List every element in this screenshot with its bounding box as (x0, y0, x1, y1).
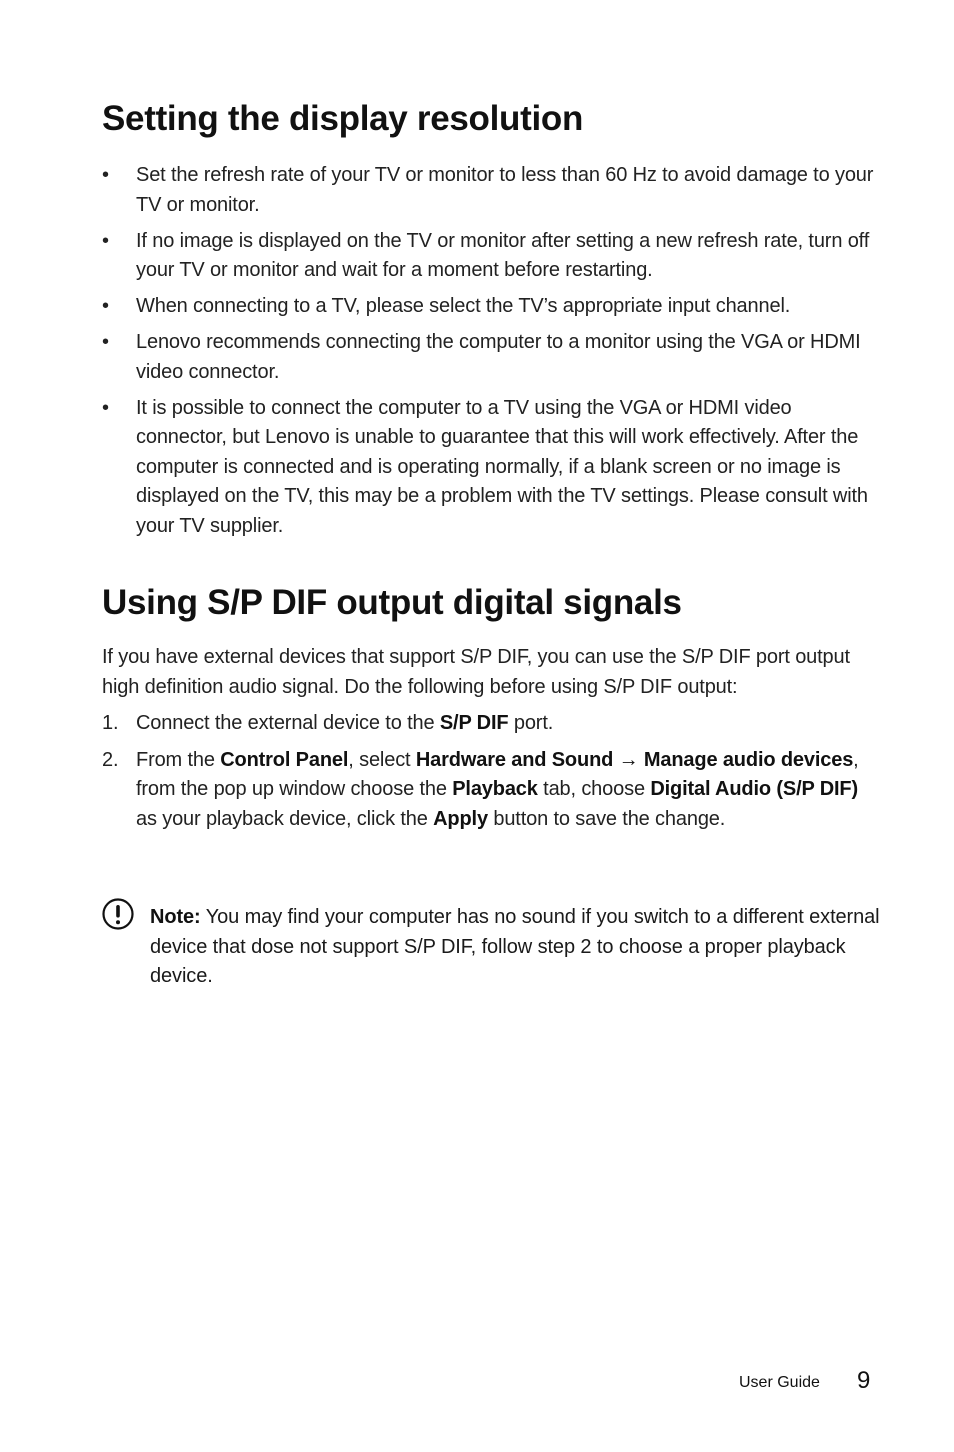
step-bold-term: Digital Audio (S/P DIF) (650, 778, 858, 800)
step-text: Connect the external device to the (136, 712, 440, 734)
bullet-dot: • (102, 396, 109, 419)
page-number: 9 (857, 1367, 871, 1394)
step-text: tab, choose (537, 778, 651, 800)
bullet-item-no-image (102, 227, 877, 286)
section-heading-display-resolution: Setting the display resolution (102, 99, 584, 138)
step-text: button to save the change. (487, 807, 726, 830)
bullet-text: When connecting to a TV, please select the TV’s appropriate input channel. (136, 295, 791, 317)
step-text: From the (136, 748, 221, 771)
step-text: as your playback device, click the (136, 807, 434, 830)
bullet-text: It is possible to connect the computer to a TV using the VGA or HDMI video connector, but Lenovo is unable to guarantee that this will work effectively. After the computer is connected and is operating normally, if a blank screen or no image is displayed on the TV, this may be a problem with the TV settings. Please consult with your TV supplier. (136, 396, 868, 537)
step-bold-term: Apply (433, 807, 488, 830)
step-bold-term: Control Panel (220, 748, 349, 771)
bullet-text: Lenovo recommends connecting the computer to a monitor using the VGA or HDMI video connector. (136, 331, 861, 383)
bullet-item-tv-connection (102, 394, 877, 542)
note-label: Note: (150, 906, 201, 928)
step-number: 2. (102, 748, 119, 771)
step-item-1 (102, 709, 862, 739)
step-text: port. (508, 712, 554, 734)
section-heading-spdif-output: Using S/P DIF output digital signals (102, 583, 682, 622)
page-footer (739, 1367, 879, 1397)
step-number: 1. (102, 712, 119, 734)
bullet-dot: • (102, 164, 109, 186)
footer-doc-title: User Guide (739, 1374, 820, 1391)
bullet-dot: • (102, 331, 109, 353)
spdif-steps-list (102, 709, 862, 841)
note-body: You may find your computer has no sound if you switch to a different external device that dose not support S/P DIF, follow step 2 to choose a proper playback device. (150, 906, 880, 987)
bullet-item-vga-hdmi-recommendation (102, 328, 877, 387)
step-bold-term: S/P DIF (439, 712, 509, 734)
note-callout (102, 898, 882, 987)
step-text: , select (348, 748, 416, 771)
bullet-item-refresh-rate (102, 161, 877, 220)
note-text (150, 903, 885, 992)
bullet-text: If no image is displayed on the TV or monitor after setting a new refresh rate, turn off your TV or monitor and wait for a moment before restarting. (136, 229, 870, 281)
step-item-2 (102, 746, 862, 835)
bullet-dot: • (102, 229, 109, 252)
step-bold-term: Playback (452, 778, 538, 800)
bullet-item-input-channel (102, 292, 877, 322)
step-text: , from the pop up window choose the (136, 748, 859, 800)
step-bold-term: Hardware and Sound → Manage audio devices (415, 748, 854, 771)
bullet-text: Set the refresh rate of your TV or monitor to less than 60 Hz to avoid damage to your TV or monitor. (136, 164, 874, 216)
spdif-intro-paragraph: If you have external devices that support S/P DIF, you can use the S/P DIF port output high definition audio signal. Do the following before using S/P DIF output: (102, 646, 850, 698)
display-resolution-bullet-list (102, 161, 877, 548)
exclamation-circle-icon (102, 898, 134, 930)
bullet-dot: • (102, 295, 109, 317)
